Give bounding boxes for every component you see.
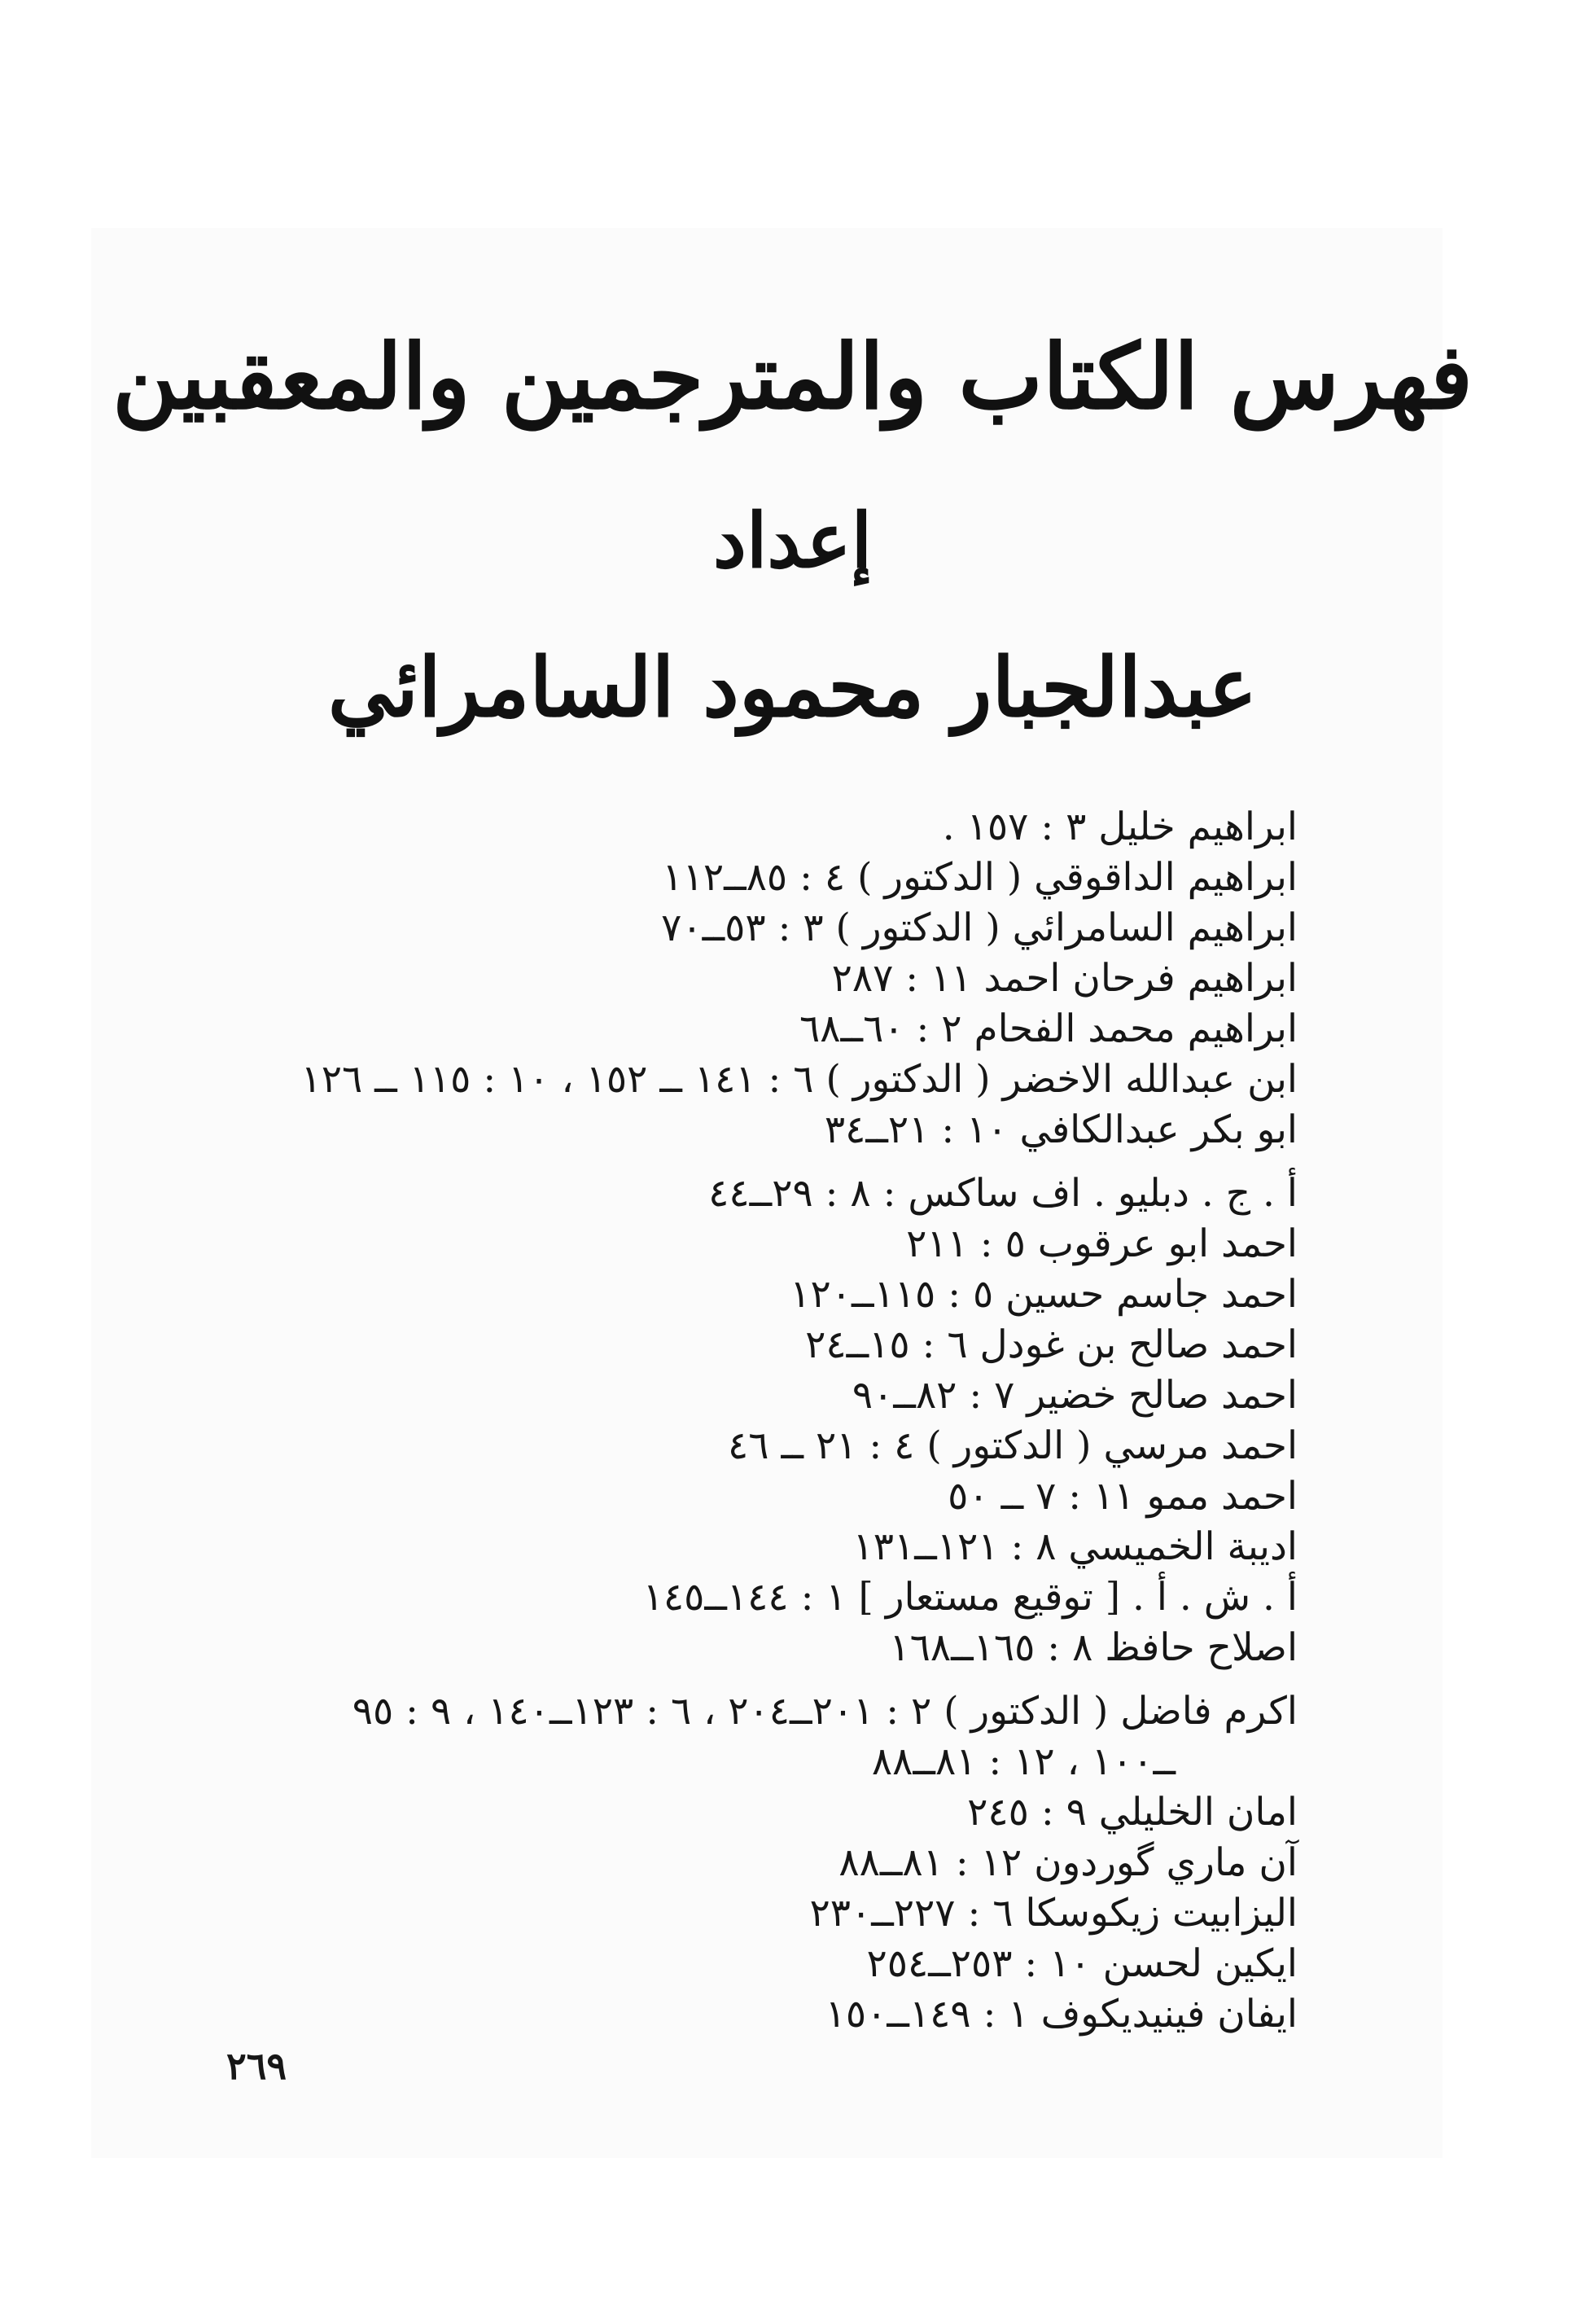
index-entry: آن ماري گوردون ١٢ : ٨١ــ٨٨	[838, 1840, 1298, 1885]
index-entry: ابراهيم الداقوقي ( الدكتور ) ٤ : ٨٥ــ١١٢	[662, 855, 1298, 900]
index-entries-list	[158, 802, 1298, 2040]
prepared-by-label: إعداد	[712, 497, 873, 585]
index-entry: أ . ش . أ . [ توقيع مستعار ] ١ : ١٤٤ــ١٤٥	[642, 1575, 1298, 1620]
index-entry: ابراهيم فرحان احمد ١١ : ٢٨٧	[831, 956, 1298, 1001]
author-name: عبدالجبار محمود السامرائي	[327, 639, 1258, 735]
index-entry: اكرم فاضل ( الدكتور ) ٢ : ٢٠١ــ٢٠٤ ، ٦ : ١٢٣ــ١٤٠ ، ٩ : ٩٥	[352, 1689, 1298, 1734]
index-entry: ابراهيم خليل ٣ : ١٥٧ .	[942, 805, 1298, 849]
index-entry: ابن عبدالله الاخضر ( الدكتور ) ٦ : ١٤١ ــ ١٥٢ ، ١٠ : ١١٥ ــ ١٢٦	[300, 1057, 1298, 1102]
index-entry: ابراهيم السامرائي ( الدكتور ) ٣ : ٥٣ــ٧٠	[661, 905, 1298, 950]
index-entry: احمد صالح خضير ٧ : ٨٢ــ٩٠	[852, 1373, 1298, 1418]
index-entry: أ . ج . دبليو . اف ساكس : ٨ : ٢٩ــ٤٤	[708, 1171, 1298, 1216]
index-entry: احمد مرسي ( الدكتور ) ٤ : ٢١ ــ ٤٦	[728, 1423, 1298, 1468]
index-entry: احمد جاسم حسين ٥ : ١١٥ــ١٢٠	[790, 1272, 1298, 1317]
index-entry-continuation: ــ١٠٠ ، ١٢ : ٨١ــ٨٨	[871, 1739, 1176, 1784]
index-entry: ايفان فينيديكوف ١ : ١٤٩ــ١٥٠	[825, 1992, 1298, 2037]
index-entry: اليزابيت زيكوسكا ٦ : ٢٢٧ــ٢٣٠	[809, 1891, 1298, 1936]
index-entry: احمد ممو ١١ : ٧ ــ ٥٠	[948, 1474, 1298, 1519]
index-entry: احمد صالح بن غودل ٦ : ١٥ــ٢٤	[805, 1322, 1298, 1367]
index-entry: اديبة الخميسي ٨ : ١٢١ــ١٣١	[852, 1524, 1298, 1569]
index-entry: امان الخليلي ٩ : ٢٤٥	[967, 1790, 1298, 1835]
page-title: فهرس الكتاب والمترجمين والمعقبين	[112, 324, 1473, 429]
index-entry: احمد ابو عرقوب ٥ : ٢١١	[906, 1221, 1298, 1266]
index-entry: ابراهيم محمد الفحام ٢ : ٦٠ــ٦٨	[799, 1006, 1298, 1051]
index-entry: ايكين لحسن ١٠ : ٢٥٣ــ٢٥٤	[866, 1941, 1298, 1986]
index-entry: ابو بكر عبدالكافي ١٠ : ٢١ــ٣٤	[824, 1107, 1298, 1152]
page-number: ٢٦٩	[226, 2044, 287, 2088]
index-entry: اصلاح حافظ ٨ : ١٦٥ــ١٦٨	[889, 1625, 1298, 1670]
